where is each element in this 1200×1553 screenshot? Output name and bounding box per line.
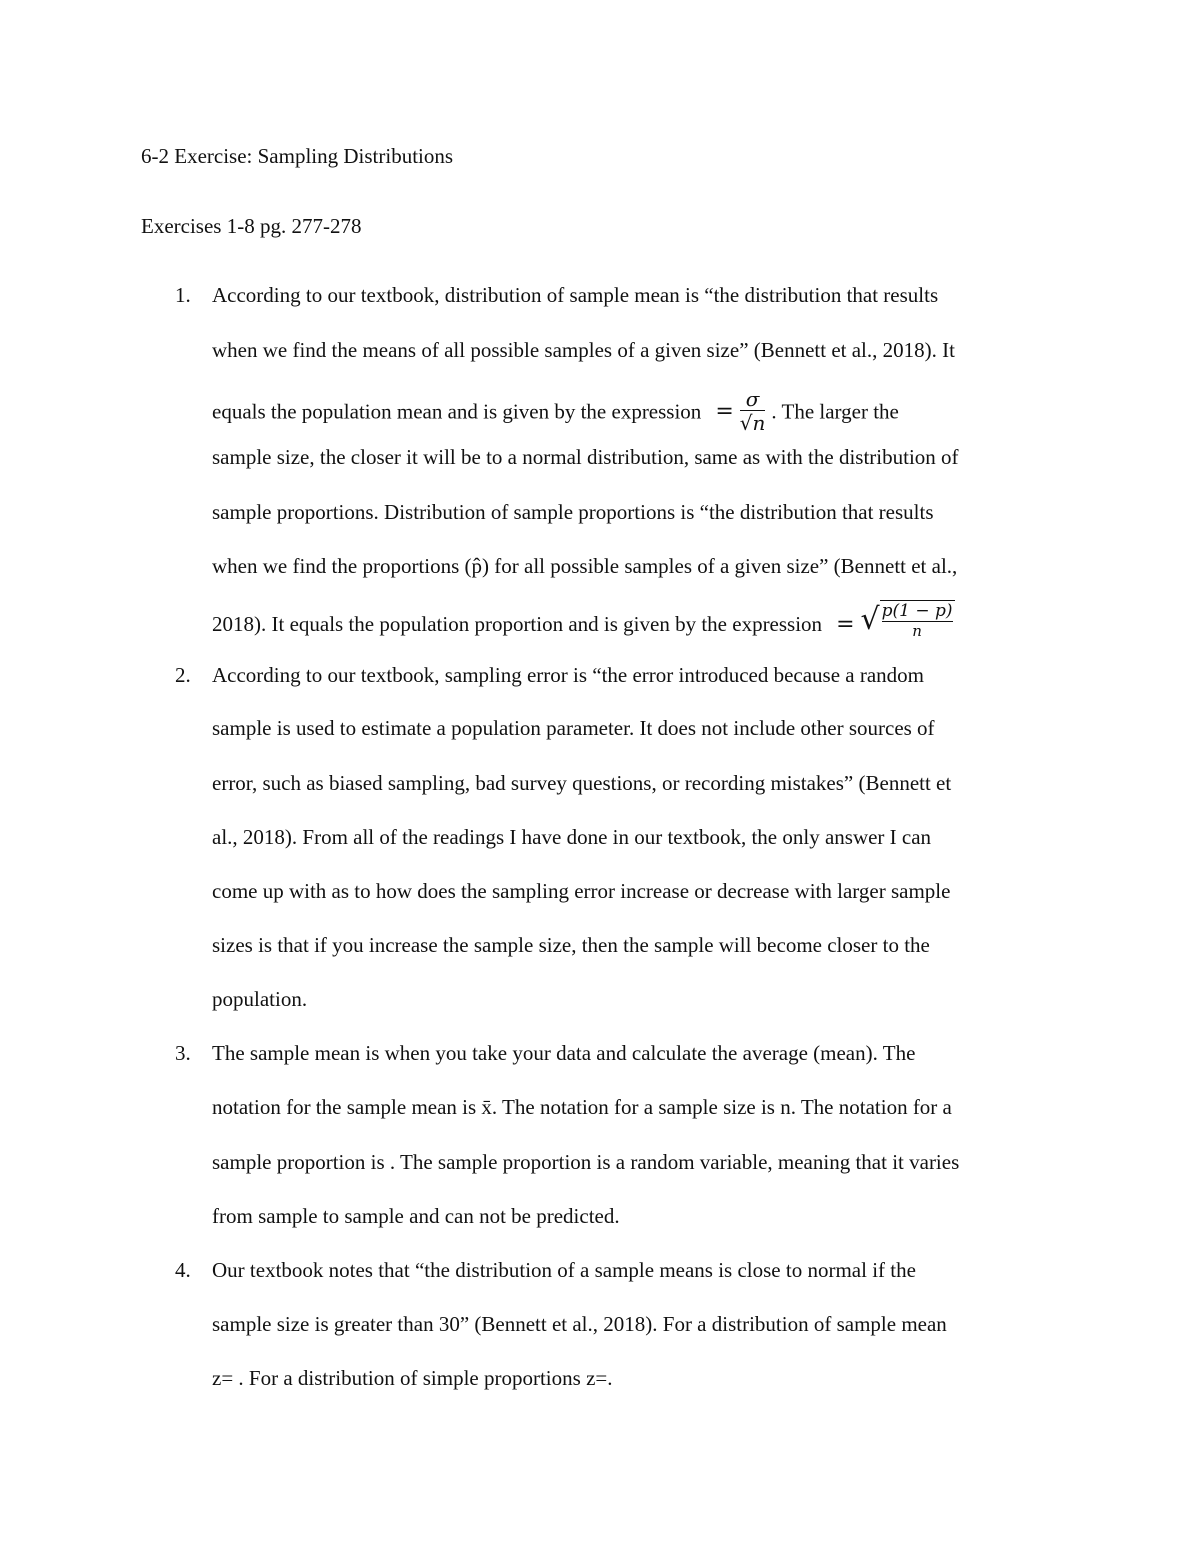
document-subtitle: Exercises 1-8 pg. 277-278 — [141, 214, 362, 238]
equals-sign: = — [715, 399, 734, 425]
item-line: sample size, the closer it will be to a normal distribution, same as with the distribution of — [212, 445, 959, 469]
item-line: sample proportions. Distribution of sample proportions is “the distribution that results — [212, 500, 934, 524]
sigma-over-root-n-formula — [740, 388, 766, 435]
item-number: 1. — [175, 283, 191, 307]
item-line: According to our textbook, distribution of sample mean is “the distribution that results — [212, 283, 939, 307]
item-line-text: equals the population mean and is given by the expression — [212, 399, 702, 424]
item-line: population. — [212, 987, 308, 1011]
formula-denominator: √n — [739, 411, 766, 435]
proportion-std-formula — [861, 600, 955, 640]
document-title: 6-2 Exercise: Sampling Distributions — [141, 144, 454, 168]
item-line: sizes is that if you increase the sample size, then the sample will become closer to the — [212, 933, 930, 957]
radical-sign: √ — [860, 602, 880, 637]
formula-numerator: p(1 − p) — [881, 601, 953, 621]
item-line: when we find the proportions (p̂) for all possible samples of a given size” (Bennett et al., — [212, 554, 958, 578]
item-line: when we find the means of all possible samples of a given size” (Bennett et al., 2018). It — [212, 338, 955, 362]
item-line: come up with as to how does the sampling error increase or decrease with larger sample — [212, 879, 951, 903]
item-line-tail: . The larger the — [771, 399, 899, 424]
item-line: The sample mean is when you take your data and calculate the average (mean). The — [212, 1041, 916, 1065]
item-line: According to our textbook, sampling error is “the error introduced because a random — [212, 663, 925, 687]
item-line: error, such as biased sampling, bad survey questions, or recording mistakes” (Bennett et — [212, 771, 952, 795]
radicand — [880, 600, 955, 640]
item-line-text: 2018). It equals the population proportion and is given by the expression — [212, 611, 823, 636]
item-number: 4. — [175, 1258, 191, 1282]
item-line: Our textbook notes that “the distribution of a sample means is close to normal if the — [212, 1258, 916, 1282]
item-number: 3. — [175, 1041, 191, 1065]
item-number: 2. — [175, 663, 191, 687]
item-line: from sample to sample and can not be predicted. — [212, 1204, 620, 1228]
item-line: sample proportion is . The sample proportion is a random variable, meaning that it varies — [212, 1150, 960, 1174]
formula-numerator: σ — [740, 388, 766, 411]
item-line — [212, 387, 899, 437]
item-line: sample is used to estimate a population parameter. It does not include other sources of — [212, 716, 935, 740]
item-line: al., 2018). From all of the readings I have done in our textbook, the only answer I can — [212, 825, 932, 849]
item-line: sample size is greater than 30” (Bennett et al., 2018). For a distribution of sample mean — [212, 1312, 947, 1336]
item-line: notation for the sample mean is x̄. The notation for a sample size is n. The notation for a — [212, 1095, 952, 1119]
formula-denominator: n — [912, 622, 922, 640]
equals-sign: = — [836, 611, 855, 637]
item-line — [212, 601, 955, 646]
item-line: z= . For a distribution of simple proportions z=. — [212, 1366, 613, 1390]
